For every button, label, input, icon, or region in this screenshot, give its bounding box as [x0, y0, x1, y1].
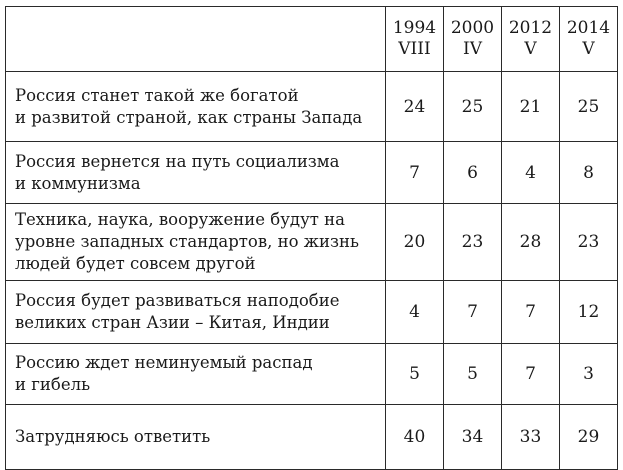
value-cell: 25	[444, 72, 502, 142]
value-cell: 24	[386, 72, 444, 142]
row-label-line: и коммунизма	[15, 173, 141, 193]
row-label	[6, 72, 386, 142]
row-label-line: Россия вернется на путь социализма	[15, 151, 340, 171]
header-month: V	[582, 39, 595, 59]
value-cell: 40	[386, 405, 444, 470]
table-row	[6, 142, 618, 204]
table-row	[6, 72, 618, 142]
row-label-line: и гибель	[15, 375, 91, 394]
value-cell: 4	[502, 142, 560, 204]
header-cell-2000	[444, 7, 502, 72]
row-label-line: Россия станет такой же богатой	[15, 85, 299, 105]
value-cell: 7	[386, 142, 444, 204]
row-label-line: людей будет совсем другой	[15, 254, 256, 273]
table-row	[6, 204, 618, 281]
value-cell: 3	[560, 344, 618, 405]
value-cell: 5	[386, 344, 444, 405]
value-cell: 7	[444, 281, 502, 344]
value-cell: 20	[386, 204, 444, 281]
header-empty-cell	[6, 7, 386, 72]
header-year: 2014	[566, 18, 611, 38]
row-label-line: Россию ждет неминуемый распад	[15, 353, 313, 372]
value-cell: 23	[560, 204, 618, 281]
header-cell-2014	[560, 7, 618, 72]
header-cell-1994	[386, 7, 444, 72]
row-label	[6, 281, 386, 344]
table-row	[6, 405, 618, 470]
header-month: IV	[463, 39, 482, 59]
value-cell: 23	[444, 204, 502, 281]
value-cell: 7	[502, 281, 560, 344]
header-row	[6, 7, 618, 72]
header-year: 2000	[450, 18, 495, 38]
row-label-line: уровне западных стандартов, но жизнь	[15, 232, 359, 251]
header-month: V	[524, 39, 537, 59]
table-row	[6, 344, 618, 405]
header-year: 2012	[508, 18, 553, 38]
header-year: 1994	[392, 18, 437, 38]
row-label-line: Техника, наука, вооружение будут на	[15, 210, 345, 229]
value-cell: 5	[444, 344, 502, 405]
row-label-line: Затрудняюсь ответить	[15, 427, 211, 446]
value-cell: 8	[560, 142, 618, 204]
value-cell: 28	[502, 204, 560, 281]
value-cell: 34	[444, 405, 502, 470]
row-label-line: Россия будет развиваться наподобие	[15, 291, 340, 310]
row-label	[6, 405, 386, 470]
value-cell: 29	[560, 405, 618, 470]
row-label	[6, 204, 386, 281]
row-label	[6, 142, 386, 204]
value-cell: 4	[386, 281, 444, 344]
value-cell: 6	[444, 142, 502, 204]
value-cell: 7	[502, 344, 560, 405]
value-cell: 12	[560, 281, 618, 344]
value-cell: 25	[560, 72, 618, 142]
header-month: VIII	[398, 39, 431, 59]
header-cell-2012	[502, 7, 560, 72]
survey-table-container	[5, 6, 617, 470]
row-label-line: великих стран Азии – Китая, Индии	[15, 313, 330, 332]
row-label	[6, 344, 386, 405]
value-cell: 21	[502, 72, 560, 142]
value-cell: 33	[502, 405, 560, 470]
row-label-line: и развитой страной, как страны Запада	[15, 107, 363, 127]
survey-table	[5, 6, 618, 470]
table-row	[6, 281, 618, 344]
